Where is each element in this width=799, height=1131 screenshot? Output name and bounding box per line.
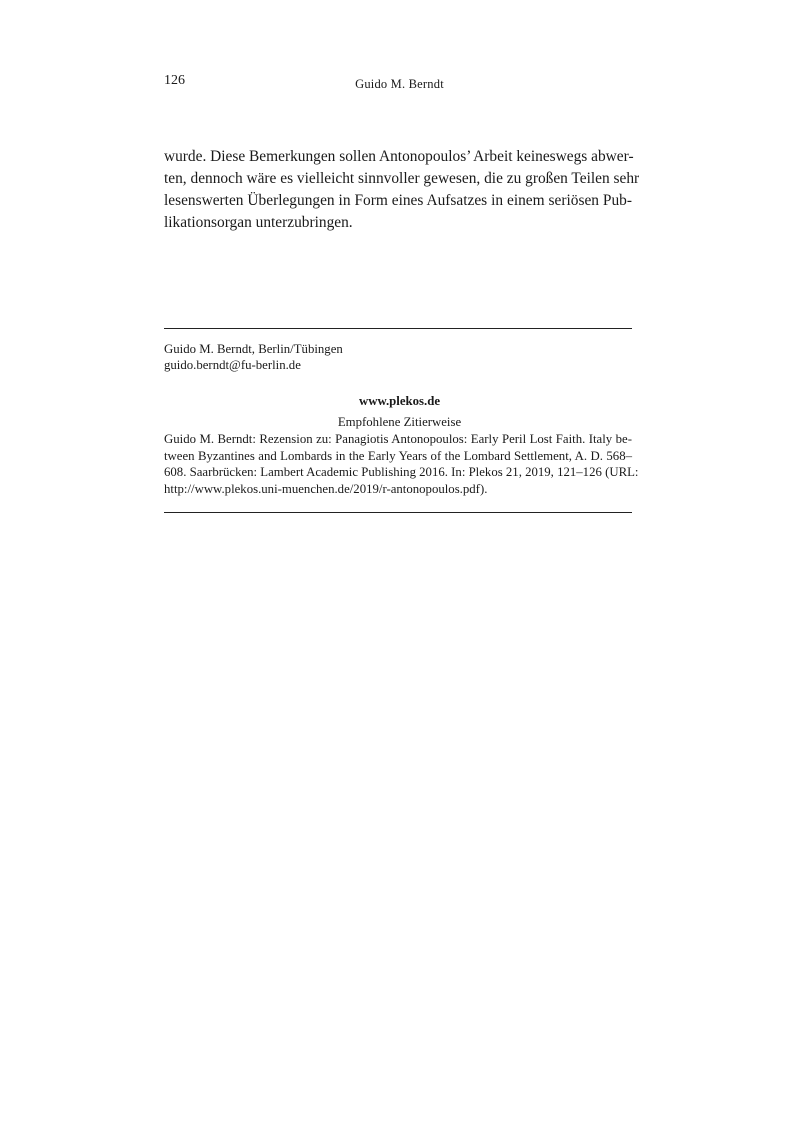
- citation-heading: Empfohlene Zitierweise: [337, 415, 462, 429]
- citation-url-line[interactable]: http://www.plekos.uni-muenchen.de/2019/r-antonopoulos.pdf).: [164, 482, 488, 497]
- citation-line: Guido M. Berndt: Rezension zu: Panagiotis Antonopoulos: Early Peril Lost Faith. Italy be-: [164, 432, 632, 446]
- running-head: Guido M. Berndt: [355, 77, 444, 91]
- divider-top: [164, 328, 632, 329]
- citation-line: 608. Saarbrücken: Lambert Academic Publishing 2016. In: Plekos 21, 2019, 121–126 (URL:: [164, 465, 639, 480]
- body-line: likationsorgan unterzubringen.: [164, 214, 353, 231]
- author-name: Guido M. Berndt, Berlin/Tübingen: [164, 342, 343, 356]
- citation-block: [164, 431, 639, 498]
- body-paragraph: [164, 146, 640, 234]
- body-line: lesenswerten Überlegungen in Form eines Aufsatzes in einem seriösen Pub-: [164, 192, 632, 209]
- body-line: wurde. Diese Bemerkungen sollen Antonopoulos’ Arbeit keineswegs abwer-: [164, 148, 634, 165]
- author-info: [164, 341, 343, 373]
- site-link[interactable]: www.plekos.de: [358, 394, 441, 408]
- divider-bottom: [164, 512, 632, 513]
- page-number: 126: [164, 73, 185, 88]
- citation-line: tween Byzantines and Lombards in the Early Years of the Lombard Settlement, A. D. 568–: [164, 448, 632, 463]
- author-email[interactable]: guido.berndt@fu-berlin.de: [164, 358, 301, 372]
- body-line: ten, dennoch wäre es vielleicht sinnvoller gewesen, die zu großen Teilen sehr: [164, 170, 640, 187]
